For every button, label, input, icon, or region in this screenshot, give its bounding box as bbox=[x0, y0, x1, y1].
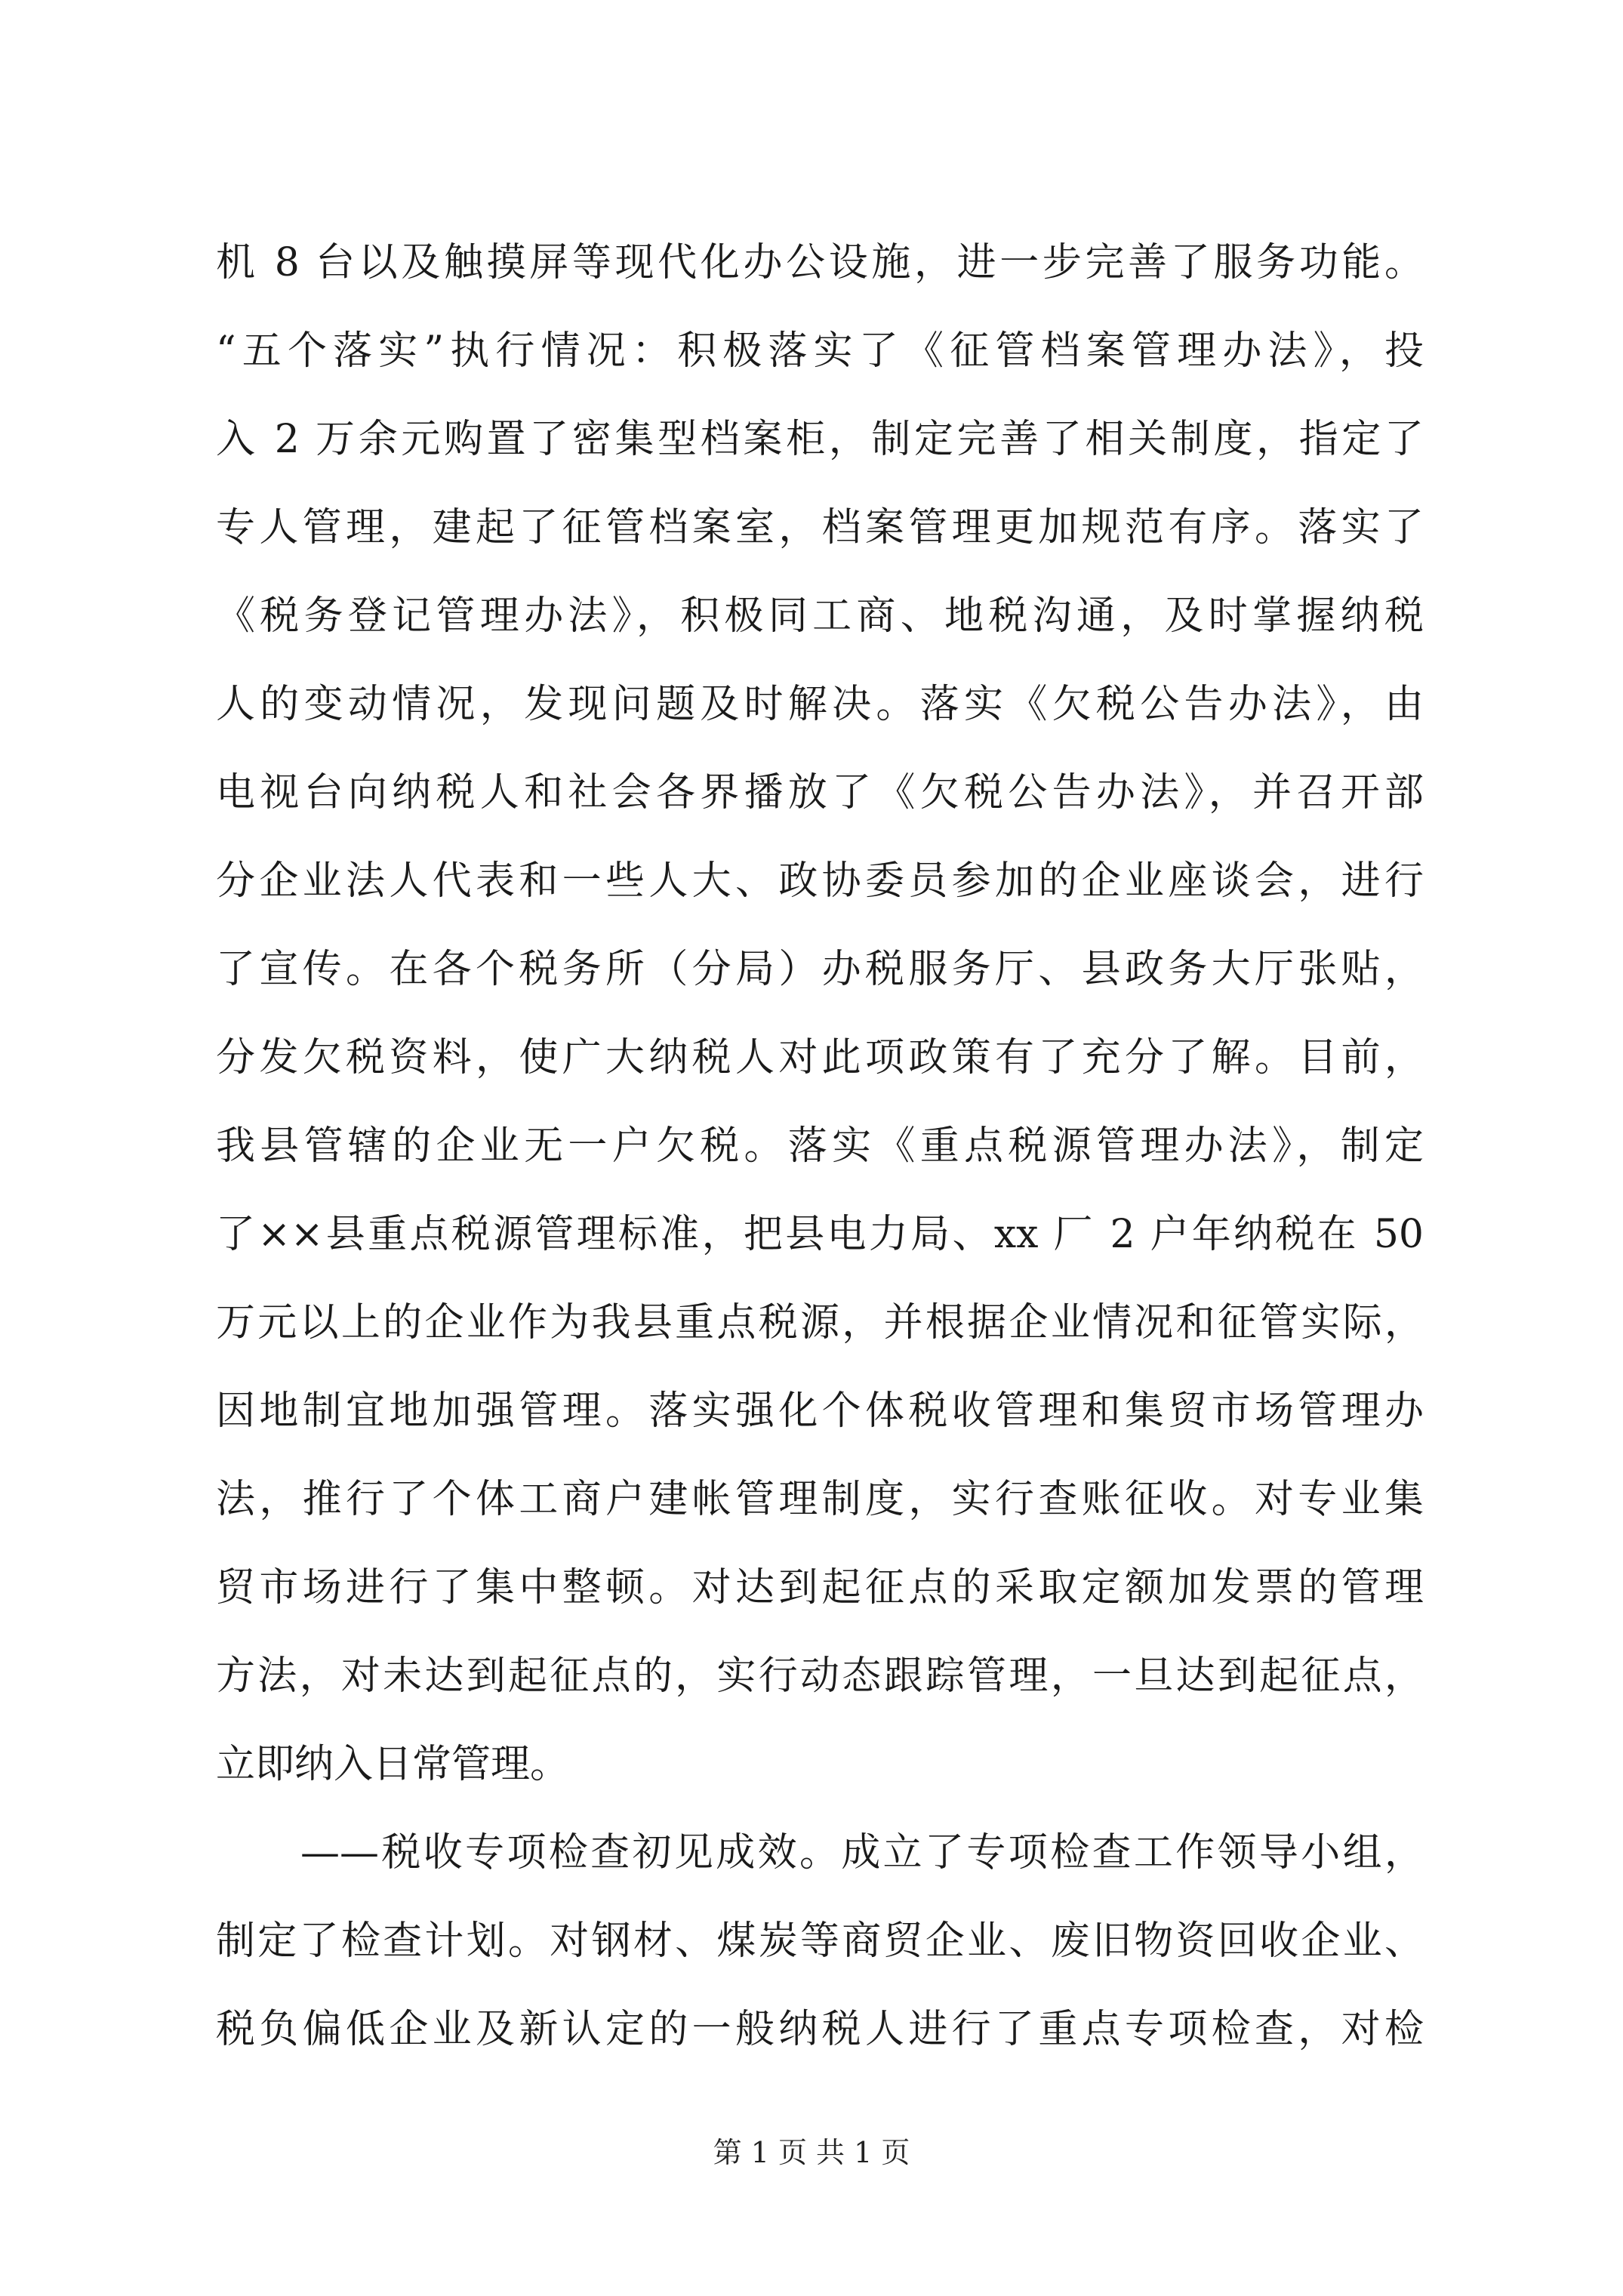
text-line: 分企业法人代表和一些人大、政协委员参加的企业座谈会，进行 bbox=[216, 858, 1424, 904]
text-line: 人的变动情况，发现问题及时解决。落实《欠税公告办法》，由 bbox=[216, 682, 1424, 727]
text-line: 了××县重点税源管理标准，把县电力局、xx 厂 2 户年纳税在 50 bbox=[216, 1212, 1424, 1257]
text-line: 因地制宜地加强管理。落实强化个体税收管理和集贸市场管理办 bbox=[216, 1388, 1424, 1434]
text-line: 入 2 万余元购置了密集型档案柜，制定完善了相关制度，指定了 bbox=[216, 417, 1424, 462]
text-line: 万元以上的企业作为我县重点税源，并根据企业情况和征管实际， bbox=[216, 1300, 1424, 1345]
text-line: 专人管理，建起了征管档案室，档案管理更加规范有序。落实了 bbox=[216, 505, 1424, 550]
text-line: 税负偏低企业及新认定的一般纳税人进行了重点专项检查，对检 bbox=[216, 2007, 1424, 2052]
text-line: 《税务登记管理办法》，积极同工商、地税沟通，及时掌握纳税 bbox=[216, 593, 1424, 639]
paragraph-start-line: ——税收专项检查初见成效。成立了专项检查工作领导小组， bbox=[300, 1830, 1424, 1875]
text-line: 分发欠税资料，使广大纳税人对此项政策有了充分了解。目前， bbox=[216, 1035, 1424, 1080]
text-line: 电视台向纳税人和社会各界播放了《欠税公告办法》，并召开部 bbox=[216, 770, 1424, 815]
text-line: 了宣传。在各个税务所（分局）办税服务厅、县政务大厅张贴， bbox=[216, 947, 1424, 992]
text-line: 法，推行了个体工商户建帐管理制度，实行查账征收。对专业集 bbox=[216, 1477, 1424, 1522]
page-footer: 第 1 页 共 1 页 bbox=[713, 2136, 910, 2169]
text-line: 贸市场进行了集中整顿。对达到起征点的采取定额加发票的管理 bbox=[216, 1565, 1424, 1610]
text-line: 制定了检查计划。对钢材、煤炭等商贸企业、废旧物资回收企业、 bbox=[216, 1918, 1424, 1964]
text-line: 方法，对未达到起征点的，实行动态跟踪管理，一旦达到起征点， bbox=[216, 1653, 1424, 1699]
text-line: “五个落实”执行情况：积极落实了《征管档案管理办法》，投 bbox=[216, 328, 1424, 374]
document-body bbox=[216, 219, 1424, 2074]
text-line: 机 8 台以及触摸屏等现代化办公设施，进一步完善了服务功能。 bbox=[216, 240, 1424, 285]
text-line: 我县管辖的企业无一户欠税。落实《重点税源管理办法》，制定 bbox=[216, 1123, 1424, 1169]
text-line: 立即纳入日常管理。 bbox=[216, 1742, 570, 1787]
